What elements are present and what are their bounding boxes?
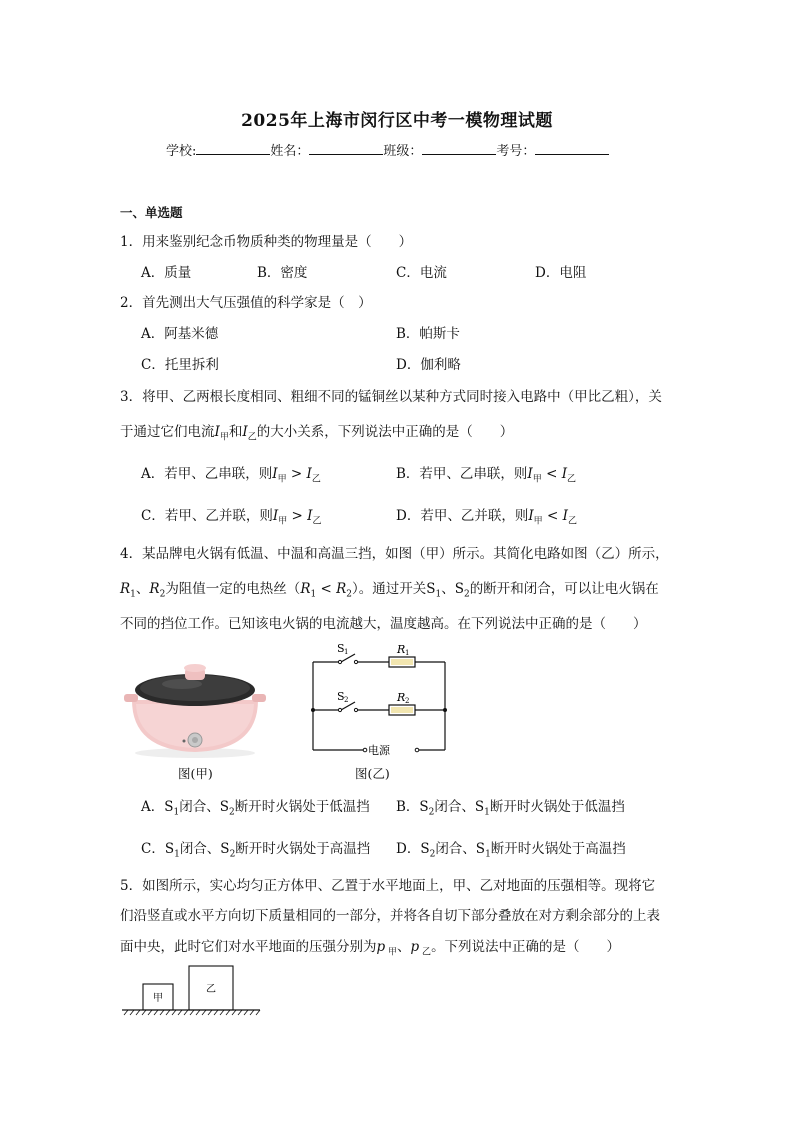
- question-2-option-a[interactable]: A．阿基米德: [141, 326, 219, 342]
- question-4-line-2: $R_1$、$R_2$为阻值一定的电热丝$(R_1 < R_2)$。通过开关$S_1$、$S_2$的断开和闭合，可以让电火锅在: [120, 581, 659, 600]
- question-1-option-c[interactable]: C．电流: [396, 265, 447, 281]
- resistor-r1-label: R: [397, 643, 406, 656]
- resistor-r2-label: R: [397, 691, 406, 704]
- question-4-option-b[interactable]: B．$S_2$闭合、$S_1$断开时火锅处于低温挡: [396, 799, 625, 818]
- question-1-option-d[interactable]: D．电阻: [535, 265, 587, 281]
- question-3-option-c[interactable]: C．若甲、乙并联，则$I_甲 > I_乙$: [141, 508, 322, 527]
- question-4-option-c[interactable]: C．$S_1$闭合、$S_2$断开时火锅处于高温挡: [141, 841, 371, 860]
- switch-s2-label: S: [337, 690, 345, 703]
- page-title: 2025年上海市闵行区中考一模物理试题: [241, 111, 553, 131]
- hotpot-image: [122, 660, 268, 760]
- question-4-line-1: 4．某品牌电火锅有低温、中温和高温三挡，如图（甲）所示。其简化电路如图（乙）所示，: [120, 546, 669, 562]
- student-info-row: [166, 140, 609, 159]
- question-5-line-1: 5．如图所示，实心均匀正方体甲、乙置于水平地面上，甲、乙对地面的压强相等。现将它: [120, 878, 656, 894]
- question-3-option-d[interactable]: D．若甲、乙并联，则$I_甲 < I_乙$: [396, 508, 577, 527]
- class-blank[interactable]: [422, 142, 496, 155]
- class-label: 班级：: [383, 144, 423, 159]
- name-blank[interactable]: [309, 142, 383, 155]
- question-1-stem: 1．用来鉴别纪念币物质种类的物理量是（ ）: [120, 234, 413, 250]
- figure-yi-caption: 图(乙): [355, 766, 390, 781]
- switch-s1-label: S: [337, 642, 345, 655]
- svg-text:2: 2: [344, 696, 349, 704]
- question-5-line-3: 面中央，此时它们对水平地面的压强分别为p $_甲$、p $_乙$。下列说法中正确的是（ ）: [120, 939, 621, 958]
- svg-text:1: 1: [344, 648, 349, 656]
- question-2-option-c[interactable]: C．托里拆利: [141, 357, 219, 373]
- section-title: 一、单选题: [120, 205, 183, 220]
- question-3-option-b[interactable]: B．若甲、乙串联，则$I_甲 < I_乙$: [396, 466, 577, 485]
- question-4-line-3: 不同的挡位工作。已知该电火锅的电流越大，温度越高。在下列说法中正确的是（ ）: [120, 616, 647, 632]
- figure-jia-caption: 图(甲): [178, 766, 213, 781]
- name-label: 姓名：: [270, 144, 310, 159]
- question-2-option-d[interactable]: D．伽利略: [396, 357, 461, 373]
- exam-no-label: 考号：: [496, 144, 536, 159]
- school-blank[interactable]: [196, 142, 270, 155]
- power-source-label: 电源: [368, 744, 390, 757]
- question-1-option-a[interactable]: A．质量: [141, 265, 192, 281]
- cubes-figure: [120, 960, 265, 1018]
- question-2-option-b[interactable]: B．帕斯卡: [396, 326, 460, 342]
- svg-text:1: 1: [405, 649, 410, 657]
- svg-text:2: 2: [405, 697, 410, 705]
- question-4-option-d[interactable]: D．$S_2$闭合、$S_1$断开时火锅处于高温挡: [396, 841, 626, 860]
- question-1-option-b[interactable]: B．密度: [257, 265, 308, 281]
- school-label: 学校:: [166, 144, 197, 159]
- question-2-stem: 2．首先测出大气压强值的科学家是（ ）: [120, 295, 372, 311]
- question-5-line-2: 们沿竖直或水平方向切下质量相同的一部分，并将各自切下部分叠放在对方剩余部分的上表: [120, 908, 660, 924]
- question-4-option-a[interactable]: A．$S_1$闭合、$S_2$断开时火锅处于低温挡: [141, 799, 370, 818]
- question-3-line-1: 3．将甲、乙两根长度相同、粗细不同的锰铜丝以某种方式同时接入电路中（甲比乙粗），关: [120, 389, 662, 405]
- block-jia-label: 甲: [153, 993, 163, 1004]
- exam-no-blank[interactable]: [535, 142, 609, 155]
- question-3-line-2: 于通过它们电流$I_甲$和$I_乙$的大小关系，下列说法中正确的是（ ）: [120, 424, 514, 443]
- circuit-diagram: [305, 642, 455, 760]
- question-3-option-a[interactable]: A．若甲、乙串联，则$I_甲 > I_乙$: [141, 466, 321, 485]
- block-yi-label: 乙: [206, 984, 216, 995]
